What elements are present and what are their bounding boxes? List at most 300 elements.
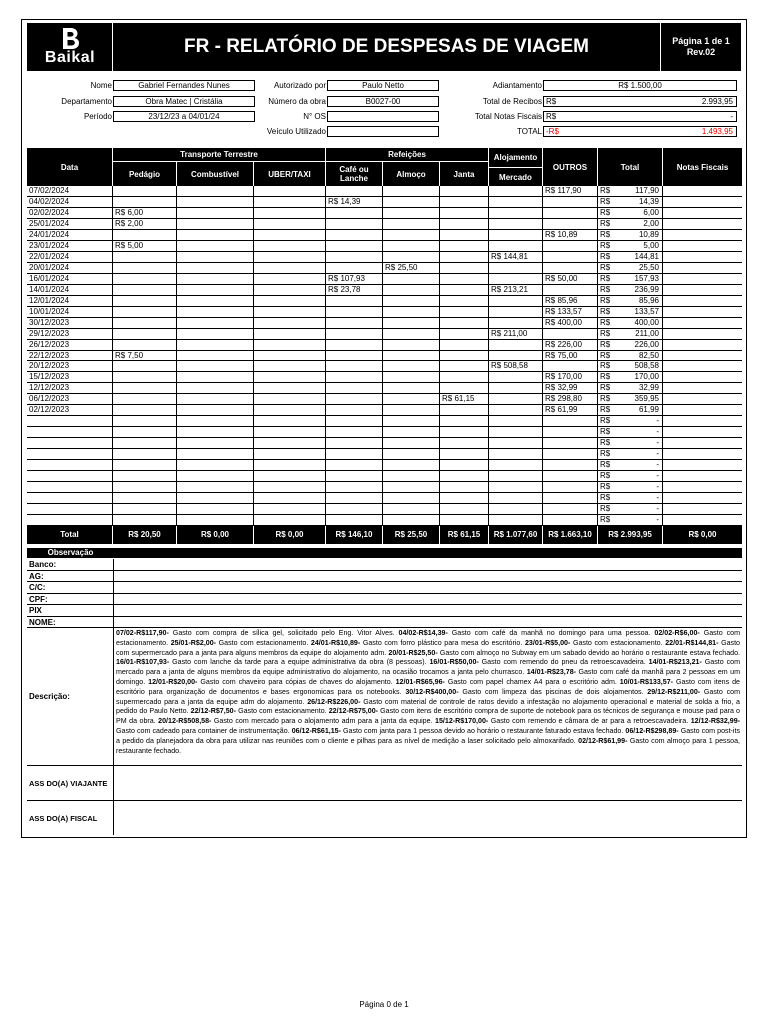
- cell-combustivel[interactable]: [177, 186, 254, 196]
- cell-cafe[interactable]: [326, 230, 383, 240]
- cell-data[interactable]: [27, 230, 113, 240]
- cell-almoco[interactable]: [383, 482, 440, 492]
- cell-pedagio[interactable]: [113, 416, 177, 426]
- cell-pedagio[interactable]: [113, 361, 177, 371]
- cell-mercado[interactable]: [489, 186, 543, 196]
- banco-row[interactable]: [27, 559, 742, 571]
- cell-cafe[interactable]: [326, 197, 383, 207]
- cell-total[interactable]: [598, 296, 663, 306]
- cell-mercado[interactable]: [489, 285, 543, 295]
- cpf-row[interactable]: [27, 594, 742, 606]
- cell-mercado[interactable]: [489, 515, 543, 525]
- cell-almoco[interactable]: [383, 438, 440, 448]
- cell-pedagio[interactable]: [113, 241, 177, 251]
- cell-outros[interactable]: [543, 427, 598, 437]
- cell-outros[interactable]: [543, 296, 598, 306]
- cell-mercado[interactable]: [489, 471, 543, 481]
- cell-pedagio[interactable]: [113, 329, 177, 339]
- cell-pedagio[interactable]: [113, 351, 177, 361]
- cell-total[interactable]: [598, 186, 663, 196]
- cell-janta[interactable]: [440, 383, 489, 393]
- cell-cafe[interactable]: [326, 285, 383, 295]
- cell-janta[interactable]: [440, 263, 489, 273]
- cell-janta[interactable]: [440, 329, 489, 339]
- assinatura-viajante-row[interactable]: [27, 766, 742, 801]
- nome-field[interactable]: Gabriel Fernandes Nunes: [113, 80, 255, 91]
- cell-combustivel[interactable]: [177, 285, 254, 295]
- cell-outros[interactable]: [543, 504, 598, 514]
- cell-outros[interactable]: [543, 263, 598, 273]
- cell-mercado[interactable]: [489, 252, 543, 262]
- total-nf-field[interactable]: [543, 111, 737, 122]
- cell-total[interactable]: [598, 274, 663, 284]
- total-recibos-field[interactable]: [543, 96, 737, 107]
- cell-almoco[interactable]: [383, 219, 440, 229]
- cell-janta[interactable]: [440, 504, 489, 514]
- cell-combustivel[interactable]: [177, 329, 254, 339]
- cell-total[interactable]: [598, 340, 663, 350]
- cell-nf[interactable]: [663, 515, 742, 525]
- cell-outros[interactable]: [543, 274, 598, 284]
- cell-nf[interactable]: [663, 438, 742, 448]
- cell-almoco[interactable]: [383, 493, 440, 503]
- cell-pedagio[interactable]: [113, 427, 177, 437]
- autorizado-field[interactable]: Paulo Netto: [327, 80, 439, 91]
- cell-pedagio[interactable]: [113, 460, 177, 470]
- cell-mercado[interactable]: [489, 460, 543, 470]
- cell-pedagio[interactable]: [113, 515, 177, 525]
- cell-cafe[interactable]: [326, 471, 383, 481]
- cell-combustivel[interactable]: [177, 307, 254, 317]
- cell-outros[interactable]: [543, 252, 598, 262]
- cell-almoco[interactable]: [383, 197, 440, 207]
- cell-data[interactable]: [27, 449, 113, 459]
- cell-pedagio[interactable]: [113, 383, 177, 393]
- cell-janta[interactable]: [440, 361, 489, 371]
- cell-uber[interactable]: [254, 296, 326, 306]
- cell-uber[interactable]: [254, 186, 326, 196]
- cell-data[interactable]: [27, 515, 113, 525]
- cell-mercado[interactable]: [489, 504, 543, 514]
- cell-outros[interactable]: [543, 482, 598, 492]
- cell-almoco[interactable]: [383, 416, 440, 426]
- cell-total[interactable]: [598, 438, 663, 448]
- cell-mercado[interactable]: [489, 383, 543, 393]
- cell-janta[interactable]: [440, 427, 489, 437]
- cell-total[interactable]: [598, 252, 663, 262]
- cell-mercado[interactable]: [489, 438, 543, 448]
- cell-total[interactable]: [598, 230, 663, 240]
- cell-uber[interactable]: [254, 241, 326, 251]
- os-field[interactable]: [327, 111, 439, 122]
- cell-uber[interactable]: [254, 438, 326, 448]
- cell-total[interactable]: [598, 405, 663, 415]
- cell-combustivel[interactable]: [177, 504, 254, 514]
- cell-combustivel[interactable]: [177, 383, 254, 393]
- cell-outros[interactable]: [543, 471, 598, 481]
- cell-almoco[interactable]: [383, 351, 440, 361]
- cell-pedagio[interactable]: [113, 219, 177, 229]
- cell-outros[interactable]: [543, 438, 598, 448]
- numero-obra-field[interactable]: B0027-00: [327, 96, 439, 107]
- cell-nf[interactable]: [663, 208, 742, 218]
- cell-almoco[interactable]: [383, 372, 440, 382]
- cell-data[interactable]: [27, 351, 113, 361]
- cell-data[interactable]: [27, 405, 113, 415]
- cell-uber[interactable]: [254, 219, 326, 229]
- cell-uber[interactable]: [254, 383, 326, 393]
- cell-janta[interactable]: [440, 340, 489, 350]
- cell-data[interactable]: [27, 493, 113, 503]
- cell-outros[interactable]: [543, 186, 598, 196]
- cell-janta[interactable]: [440, 416, 489, 426]
- cell-uber[interactable]: [254, 416, 326, 426]
- cell-total[interactable]: [598, 372, 663, 382]
- cell-almoco[interactable]: [383, 263, 440, 273]
- cell-outros[interactable]: [543, 449, 598, 459]
- cell-janta[interactable]: [440, 208, 489, 218]
- cell-nf[interactable]: [663, 471, 742, 481]
- cell-cafe[interactable]: [326, 438, 383, 448]
- cell-data[interactable]: [27, 329, 113, 339]
- cell-data[interactable]: [27, 318, 113, 328]
- cc-row[interactable]: [27, 582, 742, 594]
- cell-nf[interactable]: [663, 405, 742, 415]
- cell-janta[interactable]: [440, 482, 489, 492]
- cell-total[interactable]: [598, 416, 663, 426]
- cell-total[interactable]: [598, 197, 663, 207]
- cell-nf[interactable]: [663, 493, 742, 503]
- cell-cafe[interactable]: [326, 208, 383, 218]
- cell-total[interactable]: [598, 329, 663, 339]
- cell-data[interactable]: [27, 427, 113, 437]
- veiculo-field[interactable]: [327, 126, 439, 137]
- cell-uber[interactable]: [254, 318, 326, 328]
- cell-uber[interactable]: [254, 482, 326, 492]
- cell-almoco[interactable]: [383, 361, 440, 371]
- cell-janta[interactable]: [440, 449, 489, 459]
- cell-combustivel[interactable]: [177, 515, 254, 525]
- cell-almoco[interactable]: [383, 427, 440, 437]
- cell-cafe[interactable]: [326, 372, 383, 382]
- cell-mercado[interactable]: [489, 372, 543, 382]
- cell-nf[interactable]: [663, 427, 742, 437]
- cell-almoco[interactable]: [383, 460, 440, 470]
- cell-pedagio[interactable]: [113, 372, 177, 382]
- cell-nf[interactable]: [663, 274, 742, 284]
- cell-outros[interactable]: [543, 416, 598, 426]
- cell-nf[interactable]: [663, 372, 742, 382]
- cell-combustivel[interactable]: [177, 427, 254, 437]
- cell-outros[interactable]: [543, 361, 598, 371]
- cell-data[interactable]: [27, 460, 113, 470]
- cell-mercado[interactable]: [489, 351, 543, 361]
- cell-nf[interactable]: [663, 416, 742, 426]
- cell-combustivel[interactable]: [177, 460, 254, 470]
- cell-cafe[interactable]: [326, 383, 383, 393]
- cell-pedagio[interactable]: [113, 438, 177, 448]
- cell-uber[interactable]: [254, 340, 326, 350]
- cell-janta[interactable]: [440, 351, 489, 361]
- cell-nf[interactable]: [663, 394, 742, 404]
- cell-data[interactable]: [27, 285, 113, 295]
- cell-janta[interactable]: [440, 307, 489, 317]
- cell-total[interactable]: [598, 241, 663, 251]
- cell-data[interactable]: [27, 274, 113, 284]
- cell-nf[interactable]: [663, 504, 742, 514]
- cell-data[interactable]: [27, 296, 113, 306]
- cell-data[interactable]: [27, 504, 113, 514]
- cell-cafe[interactable]: [326, 307, 383, 317]
- cell-cafe[interactable]: [326, 318, 383, 328]
- cell-combustivel[interactable]: [177, 471, 254, 481]
- cell-nf[interactable]: [663, 361, 742, 371]
- cell-cafe[interactable]: [326, 252, 383, 262]
- cell-total[interactable]: [598, 263, 663, 273]
- cell-total[interactable]: [598, 394, 663, 404]
- cell-cafe[interactable]: [326, 460, 383, 470]
- cell-nf[interactable]: [663, 186, 742, 196]
- cell-mercado[interactable]: [489, 296, 543, 306]
- cell-outros[interactable]: [543, 493, 598, 503]
- cell-janta[interactable]: [440, 394, 489, 404]
- cell-uber[interactable]: [254, 504, 326, 514]
- cell-uber[interactable]: [254, 263, 326, 273]
- cell-combustivel[interactable]: [177, 208, 254, 218]
- cell-outros[interactable]: [543, 329, 598, 339]
- cell-cafe[interactable]: [326, 405, 383, 415]
- cell-mercado[interactable]: [489, 394, 543, 404]
- cell-outros[interactable]: [543, 285, 598, 295]
- cell-cafe[interactable]: [326, 219, 383, 229]
- cell-data[interactable]: [27, 361, 113, 371]
- cell-nf[interactable]: [663, 340, 742, 350]
- cell-outros[interactable]: [543, 515, 598, 525]
- cell-janta[interactable]: [440, 219, 489, 229]
- cell-uber[interactable]: [254, 252, 326, 262]
- cell-nf[interactable]: [663, 296, 742, 306]
- cell-combustivel[interactable]: [177, 351, 254, 361]
- cell-combustivel[interactable]: [177, 252, 254, 262]
- cell-outros[interactable]: [543, 383, 598, 393]
- cell-combustivel[interactable]: [177, 416, 254, 426]
- pix-row[interactable]: [27, 605, 742, 617]
- cell-data[interactable]: [27, 383, 113, 393]
- cell-janta[interactable]: [440, 197, 489, 207]
- cell-cafe[interactable]: [326, 186, 383, 196]
- cell-janta[interactable]: [440, 438, 489, 448]
- cell-almoco[interactable]: [383, 318, 440, 328]
- cell-combustivel[interactable]: [177, 340, 254, 350]
- cell-outros[interactable]: [543, 197, 598, 207]
- cell-mercado[interactable]: [489, 493, 543, 503]
- cell-uber[interactable]: [254, 405, 326, 415]
- cell-nf[interactable]: [663, 482, 742, 492]
- cell-data[interactable]: [27, 482, 113, 492]
- cell-mercado[interactable]: [489, 263, 543, 273]
- departamento-field[interactable]: Obra Matec | Cristália: [113, 96, 255, 107]
- cell-combustivel[interactable]: [177, 438, 254, 448]
- cell-janta[interactable]: [440, 471, 489, 481]
- cell-uber[interactable]: [254, 208, 326, 218]
- cell-pedagio[interactable]: [113, 504, 177, 514]
- cell-janta[interactable]: [440, 252, 489, 262]
- cell-pedagio[interactable]: [113, 263, 177, 273]
- cell-uber[interactable]: [254, 460, 326, 470]
- cell-data[interactable]: [27, 186, 113, 196]
- cell-total[interactable]: [598, 460, 663, 470]
- cell-janta[interactable]: [440, 230, 489, 240]
- cell-data[interactable]: [27, 219, 113, 229]
- cell-mercado[interactable]: [489, 197, 543, 207]
- cell-total[interactable]: [598, 361, 663, 371]
- cell-almoco[interactable]: [383, 405, 440, 415]
- cell-nf[interactable]: [663, 318, 742, 328]
- cell-total[interactable]: [598, 449, 663, 459]
- cell-uber[interactable]: [254, 515, 326, 525]
- cell-cafe[interactable]: [326, 449, 383, 459]
- cell-combustivel[interactable]: [177, 230, 254, 240]
- cell-uber[interactable]: [254, 372, 326, 382]
- cell-uber[interactable]: [254, 285, 326, 295]
- cell-mercado[interactable]: [489, 361, 543, 371]
- cell-almoco[interactable]: [383, 208, 440, 218]
- cell-nf[interactable]: [663, 460, 742, 470]
- cell-uber[interactable]: [254, 493, 326, 503]
- descricao-row[interactable]: [27, 628, 742, 766]
- cell-combustivel[interactable]: [177, 482, 254, 492]
- cell-combustivel[interactable]: [177, 361, 254, 371]
- cell-cafe[interactable]: [326, 416, 383, 426]
- cell-mercado[interactable]: [489, 208, 543, 218]
- cell-data[interactable]: [27, 263, 113, 273]
- cell-pedagio[interactable]: [113, 274, 177, 284]
- cell-nf[interactable]: [663, 230, 742, 240]
- cell-janta[interactable]: [440, 296, 489, 306]
- cell-data[interactable]: [27, 438, 113, 448]
- cell-almoco[interactable]: [383, 383, 440, 393]
- cell-janta[interactable]: [440, 515, 489, 525]
- cell-almoco[interactable]: [383, 241, 440, 251]
- cell-cafe[interactable]: [326, 482, 383, 492]
- cell-cafe[interactable]: [326, 394, 383, 404]
- cell-almoco[interactable]: [383, 329, 440, 339]
- cell-combustivel[interactable]: [177, 493, 254, 503]
- cell-total[interactable]: [598, 318, 663, 328]
- cell-data[interactable]: [27, 394, 113, 404]
- cell-total[interactable]: [598, 285, 663, 295]
- cell-nf[interactable]: [663, 329, 742, 339]
- cell-mercado[interactable]: [489, 427, 543, 437]
- cell-total[interactable]: [598, 307, 663, 317]
- cell-janta[interactable]: [440, 372, 489, 382]
- cell-almoco[interactable]: [383, 307, 440, 317]
- cell-data[interactable]: [27, 252, 113, 262]
- cell-almoco[interactable]: [383, 296, 440, 306]
- cell-uber[interactable]: [254, 471, 326, 481]
- cell-pedagio[interactable]: [113, 318, 177, 328]
- cell-uber[interactable]: [254, 427, 326, 437]
- cell-total[interactable]: [598, 351, 663, 361]
- cell-data[interactable]: [27, 307, 113, 317]
- cell-mercado[interactable]: [489, 230, 543, 240]
- cell-total[interactable]: [598, 493, 663, 503]
- cell-data[interactable]: [27, 416, 113, 426]
- cell-cafe[interactable]: [326, 427, 383, 437]
- cell-data[interactable]: [27, 208, 113, 218]
- cell-uber[interactable]: [254, 394, 326, 404]
- cell-total[interactable]: [598, 515, 663, 525]
- cell-uber[interactable]: [254, 361, 326, 371]
- cell-almoco[interactable]: [383, 186, 440, 196]
- cell-uber[interactable]: [254, 197, 326, 207]
- cell-outros[interactable]: [543, 318, 598, 328]
- cell-almoco[interactable]: [383, 515, 440, 525]
- cell-total[interactable]: [598, 219, 663, 229]
- cell-outros[interactable]: [543, 394, 598, 404]
- cell-nf[interactable]: [663, 307, 742, 317]
- cell-pedagio[interactable]: [113, 296, 177, 306]
- cell-almoco[interactable]: [383, 252, 440, 262]
- cell-nf[interactable]: [663, 351, 742, 361]
- cell-combustivel[interactable]: [177, 197, 254, 207]
- cell-combustivel[interactable]: [177, 274, 254, 284]
- cell-cafe[interactable]: [326, 296, 383, 306]
- cell-total[interactable]: [598, 482, 663, 492]
- cell-cafe[interactable]: [326, 504, 383, 514]
- cell-almoco[interactable]: [383, 449, 440, 459]
- cell-combustivel[interactable]: [177, 318, 254, 328]
- cell-outros[interactable]: [543, 208, 598, 218]
- cell-cafe[interactable]: [326, 351, 383, 361]
- cell-outros[interactable]: [543, 351, 598, 361]
- cell-pedagio[interactable]: [113, 394, 177, 404]
- cell-combustivel[interactable]: [177, 296, 254, 306]
- cell-nf[interactable]: [663, 252, 742, 262]
- cell-janta[interactable]: [440, 186, 489, 196]
- cell-data[interactable]: [27, 241, 113, 251]
- cell-janta[interactable]: [440, 241, 489, 251]
- cell-outros[interactable]: [543, 307, 598, 317]
- cell-outros[interactable]: [543, 241, 598, 251]
- cell-pedagio[interactable]: [113, 340, 177, 350]
- cell-nf[interactable]: [663, 241, 742, 251]
- cell-mercado[interactable]: [489, 219, 543, 229]
- cell-mercado[interactable]: [489, 482, 543, 492]
- cell-outros[interactable]: [543, 219, 598, 229]
- cell-combustivel[interactable]: [177, 263, 254, 273]
- cell-pedagio[interactable]: [113, 285, 177, 295]
- cell-mercado[interactable]: [489, 318, 543, 328]
- cell-pedagio[interactable]: [113, 482, 177, 492]
- cell-pedagio[interactable]: [113, 230, 177, 240]
- cell-outros[interactable]: [543, 340, 598, 350]
- cell-pedagio[interactable]: [113, 307, 177, 317]
- cell-cafe[interactable]: [326, 515, 383, 525]
- cell-mercado[interactable]: [489, 307, 543, 317]
- cell-uber[interactable]: [254, 307, 326, 317]
- cell-pedagio[interactable]: [113, 186, 177, 196]
- cell-janta[interactable]: [440, 318, 489, 328]
- cell-janta[interactable]: [440, 460, 489, 470]
- cell-total[interactable]: [598, 471, 663, 481]
- cell-nf[interactable]: [663, 285, 742, 295]
- cell-almoco[interactable]: [383, 471, 440, 481]
- cell-pedagio[interactable]: [113, 471, 177, 481]
- cell-almoco[interactable]: [383, 285, 440, 295]
- cell-mercado[interactable]: [489, 329, 543, 339]
- cell-uber[interactable]: [254, 274, 326, 284]
